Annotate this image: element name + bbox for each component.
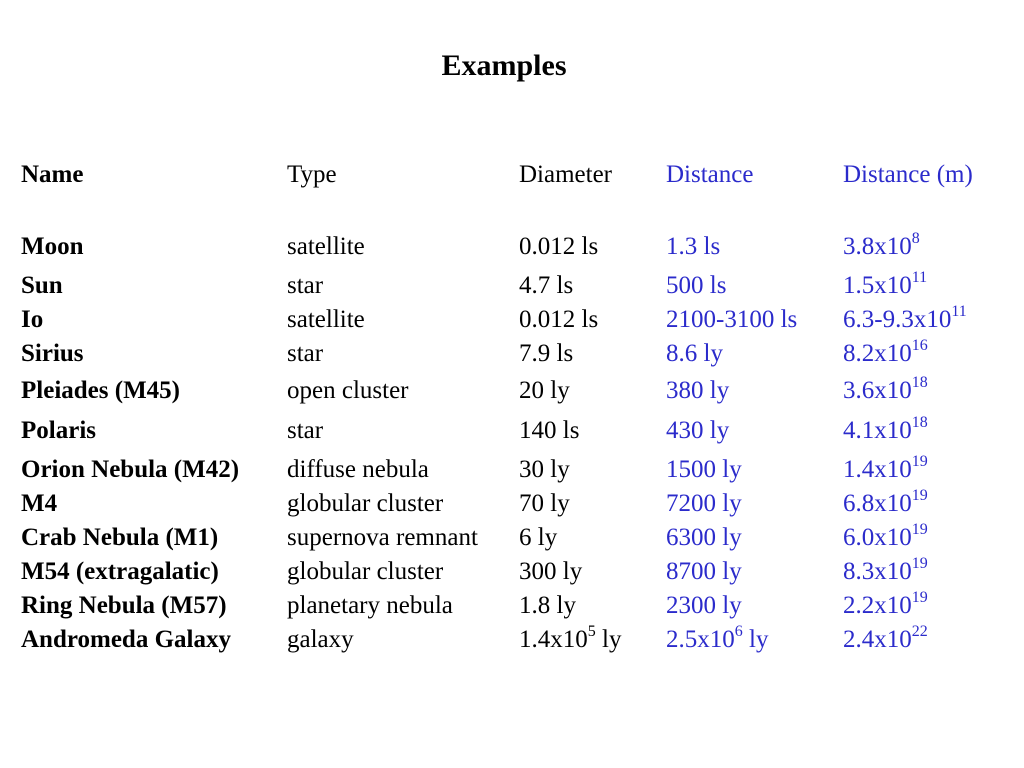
row-type: globular cluster bbox=[287, 490, 444, 517]
row-type: diffuse nebula bbox=[287, 456, 429, 483]
row-name: Sirius bbox=[21, 340, 84, 367]
diameter-exponent: 5 bbox=[587, 622, 596, 640]
distance-m-base: 3.8x10 bbox=[843, 233, 912, 260]
distance-m-base: 4.1x10 bbox=[843, 417, 912, 444]
row-diameter: 0.012 ls bbox=[519, 233, 599, 260]
row-diameter bbox=[519, 622, 622, 655]
row-type: galaxy bbox=[287, 626, 354, 653]
row-type: star bbox=[287, 340, 324, 367]
header-name: Name bbox=[21, 161, 84, 188]
row-diameter: 4.7 ls bbox=[519, 272, 574, 299]
header-distance: Distance bbox=[666, 161, 754, 188]
row-diameter: 7.9 ls bbox=[519, 340, 574, 367]
row-distance-m bbox=[843, 588, 928, 621]
distance-m-base: 1.5x10 bbox=[843, 272, 912, 299]
distance-m-exponent: 16 bbox=[911, 336, 928, 354]
distance-m-base: 8.3x10 bbox=[843, 558, 912, 585]
row-type: star bbox=[287, 272, 324, 299]
row-type: satellite bbox=[287, 233, 365, 260]
row-name: M4 bbox=[21, 490, 58, 517]
distance-base: 2.5x10 bbox=[666, 626, 735, 653]
row-name: Andromeda Galaxy bbox=[21, 626, 231, 653]
row-distance-m bbox=[843, 554, 928, 587]
distance-unit: ly bbox=[742, 626, 769, 653]
row-name: Orion Nebula (M42) bbox=[21, 456, 240, 483]
header-distance-m: Distance (m) bbox=[843, 161, 973, 188]
distance-m-base: 6.0x10 bbox=[843, 524, 912, 551]
distance-m-exponent: 19 bbox=[911, 554, 928, 572]
row-diameter: 20 ly bbox=[519, 377, 570, 404]
row-distance-m bbox=[843, 622, 928, 655]
distance-m-base: 2.2x10 bbox=[843, 592, 912, 619]
row-distance: 7200 ly bbox=[666, 490, 742, 517]
row-distance: 6300 ly bbox=[666, 524, 742, 551]
distance-m-exponent: 19 bbox=[911, 588, 928, 606]
row-type: supernova remnant bbox=[287, 524, 478, 551]
row-distance: 1.3 ls bbox=[666, 233, 721, 260]
row-type: satellite bbox=[287, 306, 365, 333]
row-diameter: 300 ly bbox=[519, 558, 583, 585]
row-distance: 500 ls bbox=[666, 272, 727, 299]
row-distance: 1500 ly bbox=[666, 456, 742, 483]
distance-m-exponent: 19 bbox=[911, 520, 928, 538]
row-distance: 2100-3100 ls bbox=[666, 306, 798, 333]
row-distance: 8.6 ly bbox=[666, 340, 723, 367]
row-name: Polaris bbox=[21, 417, 96, 444]
distance-m-base: 1.4x10 bbox=[843, 456, 912, 483]
row-distance-m bbox=[843, 452, 928, 485]
row-diameter: 0.012 ls bbox=[519, 306, 599, 333]
distance-m-exponent: 18 bbox=[911, 413, 928, 431]
row-distance-m bbox=[843, 336, 928, 369]
row-distance-m bbox=[843, 486, 928, 519]
distance-m-exponent: 11 bbox=[911, 268, 928, 286]
distance-m-exponent: 19 bbox=[911, 452, 928, 470]
diameter-unit: ly bbox=[595, 626, 622, 653]
row-distance-m bbox=[843, 520, 928, 553]
distance-m-exponent: 19 bbox=[911, 486, 928, 504]
row-name: Ring Nebula (M57) bbox=[21, 592, 227, 619]
distance-m-exponent: 11 bbox=[951, 302, 967, 320]
row-type: planetary nebula bbox=[287, 592, 453, 619]
slide-title: Examples bbox=[441, 49, 567, 82]
distance-m-base: 3.6x10 bbox=[843, 377, 912, 404]
row-distance-m bbox=[843, 268, 928, 301]
distance-m-exponent: 18 bbox=[911, 373, 928, 391]
row-distance: 2300 ly bbox=[666, 592, 742, 619]
row-diameter: 140 ls bbox=[519, 417, 580, 444]
row-distance bbox=[666, 622, 769, 655]
row-distance-m bbox=[843, 229, 920, 262]
header-type: Type bbox=[287, 161, 337, 188]
row-diameter: 6 ly bbox=[519, 524, 558, 551]
row-name: Crab Nebula (M1) bbox=[21, 524, 219, 551]
row-diameter: 70 ly bbox=[519, 490, 570, 517]
row-name: Io bbox=[21, 306, 44, 333]
row-distance-m bbox=[843, 302, 967, 335]
row-distance: 8700 ly bbox=[666, 558, 742, 585]
row-diameter: 1.8 ly bbox=[519, 592, 576, 619]
distance-exponent: 6 bbox=[734, 622, 743, 640]
distance-m-base: 6.8x10 bbox=[843, 490, 912, 517]
row-distance-m bbox=[843, 413, 928, 446]
row-diameter: 30 ly bbox=[519, 456, 570, 483]
distance-m-base: 6.3-9.3x10 bbox=[843, 306, 952, 333]
distance-m-base: 8.2x10 bbox=[843, 340, 912, 367]
row-distance: 430 ly bbox=[666, 417, 730, 444]
diameter-base: 1.4x10 bbox=[519, 626, 588, 653]
row-name: Moon bbox=[21, 233, 84, 260]
row-type: globular cluster bbox=[287, 558, 444, 585]
row-name: Pleiades (M45) bbox=[21, 377, 180, 404]
distance-m-exponent: 22 bbox=[911, 622, 928, 640]
row-name: Sun bbox=[21, 272, 63, 299]
header-diameter: Diameter bbox=[519, 161, 613, 188]
row-name: M54 (extragalatic) bbox=[21, 558, 219, 585]
row-distance-m bbox=[843, 373, 928, 406]
row-distance: 380 ly bbox=[666, 377, 730, 404]
row-type: star bbox=[287, 417, 324, 444]
distance-m-base: 2.4x10 bbox=[843, 626, 912, 653]
row-type: open cluster bbox=[287, 377, 409, 404]
distance-m-exponent: 8 bbox=[911, 229, 920, 247]
